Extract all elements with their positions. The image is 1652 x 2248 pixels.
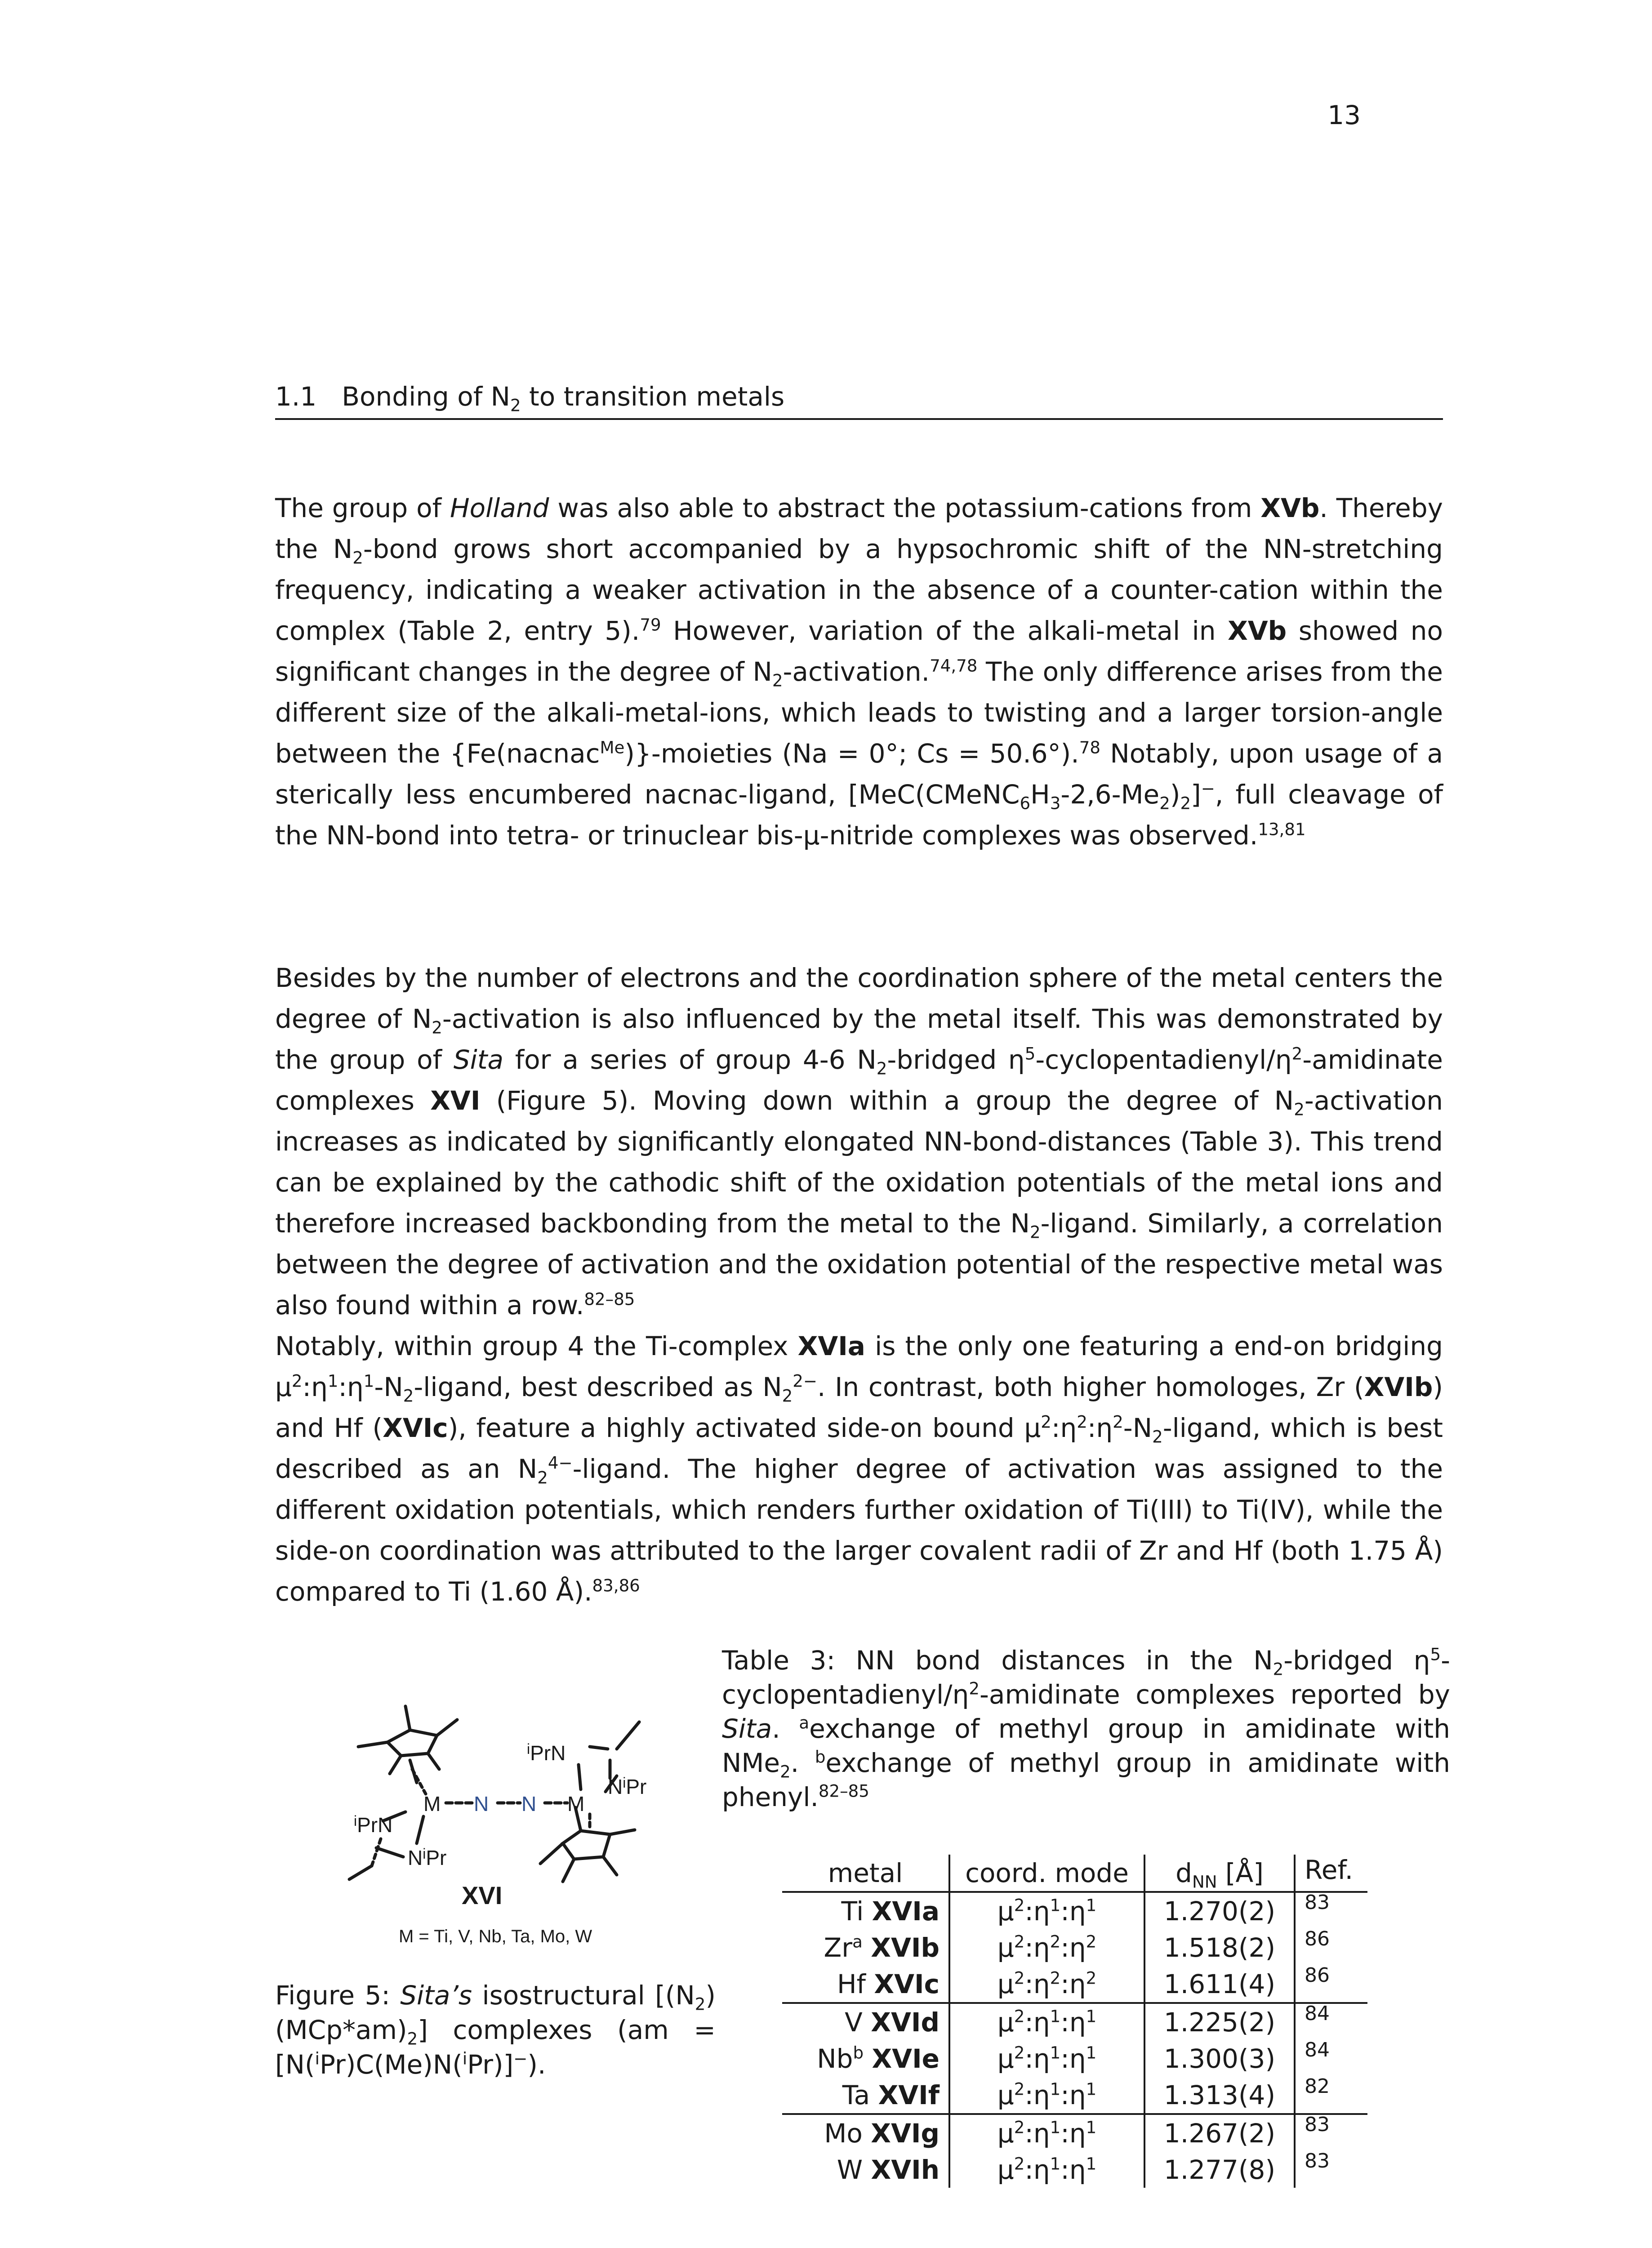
metal-left-label: M: [423, 1792, 441, 1815]
cell-coord-mode: $\mu^2:\eta^1:\eta^1$: [949, 2151, 1144, 2188]
cell-metal: V XVId: [782, 2003, 949, 2040]
running-header: [275, 381, 1443, 420]
cell-distance: 1.300(3): [1144, 2040, 1295, 2077]
cell-distance: 1.267(2): [1144, 2114, 1295, 2151]
metals-note: M = Ti, V, Nb, Ta, Mo, W: [399, 1927, 592, 1946]
cell-metal: Zr$^a$ XVIb: [782, 1929, 949, 1966]
table-row: [782, 2114, 1367, 2151]
cell-ref: 82: [1295, 2077, 1367, 2114]
cell-ref: 83: [1305, 2113, 1330, 2136]
section-title-sub: 2: [510, 396, 521, 415]
cell-distance: 1.277(8): [1144, 2151, 1295, 2188]
cell-coord-mode: $\mu^2:\eta^1:\eta^1$: [949, 2003, 1144, 2040]
section-number: 1.1: [275, 381, 317, 412]
cell-metal: Ta XVIf: [782, 2077, 949, 2114]
header-metal: metal: [782, 1855, 949, 1892]
cell-coord-mode: $\mu^2:\eta^1:\eta^1$: [949, 2077, 1144, 2114]
cell-coord-mode: $\mu^2:\eta^1:\eta^1$: [949, 1892, 1144, 1929]
table-header-row: [782, 1855, 1367, 1892]
table-row: [782, 2151, 1367, 2188]
header-ref: Ref.: [1295, 1855, 1367, 1892]
paragraph-holland: The group of Holland was also able to abstract the potassium-cations from XVb. Thereby the $N_2$-bond grows short accompanied by a hypsochromic shift of the NN-stretching frequency, indicating a weaker activation in the absence of a counter-cation within the complex (Table 2, entry 5).$^{79}$ However, variation of the alkali-metal in XVb showed no significant changes in the degree of $N_2-activation.^{74,78}$ The only difference arises from the different size of the alkali-metal-ions, which leads to twisting and a larger torsion-angle between the {Fe(nacnac$^{Me}$)}-moieties (Na = 0°; Cs = 50.6°).$^{78}$ Notably, upon usage of a sterically less encumbered nacnac-ligand, $[MeC(CMeNC_6H_3-2,6-Me_2)_2]^-$, full cleavage of the NN-bond into tetra- or trinuclear bis-μ-nitride complexes was observed.$^{13,81}$: [275, 493, 1443, 851]
table-row: [782, 2040, 1367, 2077]
table-row: [782, 1966, 1367, 2003]
table-row: [782, 2077, 1367, 2114]
header-coord-mode: coord. mode: [949, 1855, 1144, 1892]
n2-label: N: [521, 1792, 537, 1815]
table-row: [782, 2003, 1367, 2040]
table-row: [782, 1929, 1367, 1966]
cell-ref: 86: [1305, 1927, 1330, 1950]
cell-coord-mode: $\mu^2:\eta^1:\eta^1$: [949, 2114, 1144, 2151]
cell-ref: 84: [1305, 2002, 1330, 2025]
svg-text:iPrN: $^i$PrN: [527, 1741, 566, 1765]
cell-coord-mode: $\mu^2:\eta^2:\eta^2$: [949, 1966, 1144, 2003]
cell-distance: 1.225(2): [1144, 2003, 1295, 2040]
compound-label: XVI: [462, 1881, 503, 1909]
figure-5-caption: Figure 5: Sita’s isostructural $[(N_2)(MCp*am)_2]$ complexes (am = [N($^i$Pr)C(Me)N($^i$Pr)]−).: [275, 1980, 716, 2080]
table-3: [782, 1855, 1367, 2188]
section-title-pre: Bonding of N: [342, 381, 510, 412]
metal-right-label: M: [567, 1792, 585, 1815]
cell-metal: W XVIh: [782, 2151, 949, 2188]
svg-text:iPrN: $^i$PrN: [354, 1813, 393, 1837]
cell-distance: 1.611(4): [1144, 1966, 1295, 2003]
cell-coord-mode: $\mu^2:\eta^1:\eta^1$: [949, 2040, 1144, 2077]
cell-ref: 83: [1305, 1891, 1330, 1914]
section-title-post: to transition metals: [521, 381, 785, 412]
structure-xvi-drawing: [275, 1664, 725, 1951]
cell-metal: Ti XVIa: [782, 1892, 949, 1929]
cell-distance: 1.270(2): [1144, 1892, 1295, 1929]
n1-label: N: [474, 1792, 489, 1815]
cell-distance: 1.313(4): [1144, 2077, 1295, 2114]
table-3-caption: Table 3: NN bond distances in the $N_2$-bridged $\eta^5-cyclopentadienyl/\eta^2$-amidinate complexes reported by Sita. $^a$exchange of methyl group in amidinate with NMe$_2$. $^b$exchange of methyl group in amidinate with phenyl.$^{82-85}$: [722, 1645, 1450, 1812]
cell-ref: 84: [1305, 2038, 1330, 2061]
cell-metal: Hf XVIc: [782, 1966, 949, 2003]
figure-5-structure: [275, 1664, 725, 1951]
cell-ref: 86: [1295, 1966, 1367, 2003]
page-number: 13: [1327, 100, 1361, 130]
svg-text:NiPr: $N^iPr$: [408, 1846, 447, 1869]
cell-metal: Nb$^b$ XVIe: [782, 2040, 949, 2077]
cell-distance: 1.518(2): [1144, 1929, 1295, 1966]
cp-ring-left: [387, 1730, 437, 1756]
cell-coord-mode: $\mu^2:\eta^2:\eta^2$: [949, 1929, 1144, 1966]
header-dnn: $d_{NN}$ [Å]: [1144, 1855, 1295, 1892]
cell-ref: 83: [1305, 2150, 1330, 2172]
table-row: [782, 1892, 1367, 1929]
cell-metal: Mo XVIg: [782, 2114, 949, 2151]
paragraph-sita: Besides by the number of electrons and the coordination sphere of the metal centers the degree of $N_2$-activation is also influenced by the metal itself. This was demonstrated by the group of Sita for a series of group 4-6 $N_2$-bridged $\eta^5-cyclopentadienyl/\eta^2$-amidinate complexes XVI (Figure 5). Moving down within a group the degree of $N_2$-activation increases as indicated by significantly elongated NN-bond-distances (Table 3). This trend can be explained by the cathodic shift of the oxidation potentials of the metal ions and therefore increased backbonding from the metal to the $N_2$-ligand. Similarly, a correlation between the degree of activation and the oxidation potential of the respective metal was also found within a row.$^{82-85}$ Notably, within group 4 the Ti-complex XVIa is the only one featuring a end-on bridging $\mu^2:\eta^1:\eta^1-N_2$-ligand, best described as $N_2^{2-}$. In contrast, both higher homologes, Zr (XVIb) and Hf (XVIc), feature a highly activated side-on bound $\mu^2:\eta^2:\eta^2-N_2$-ligand, which is best described as an $N_2^{4-}$-ligand. The higher degree of activation was assigned to the different oxidation potentials, which renders further oxidation of Ti(III) to Ti(IV), while the side-on coordination was attributed to the larger covalent radii of Zr and Hf (both 1.75 Å) compared to Ti (1.60 Å).$^{83,86}$: [275, 963, 1443, 1607]
cp-ring-right: [563, 1831, 610, 1859]
svg-text:NiPr: $N^iPr$: [608, 1775, 647, 1798]
